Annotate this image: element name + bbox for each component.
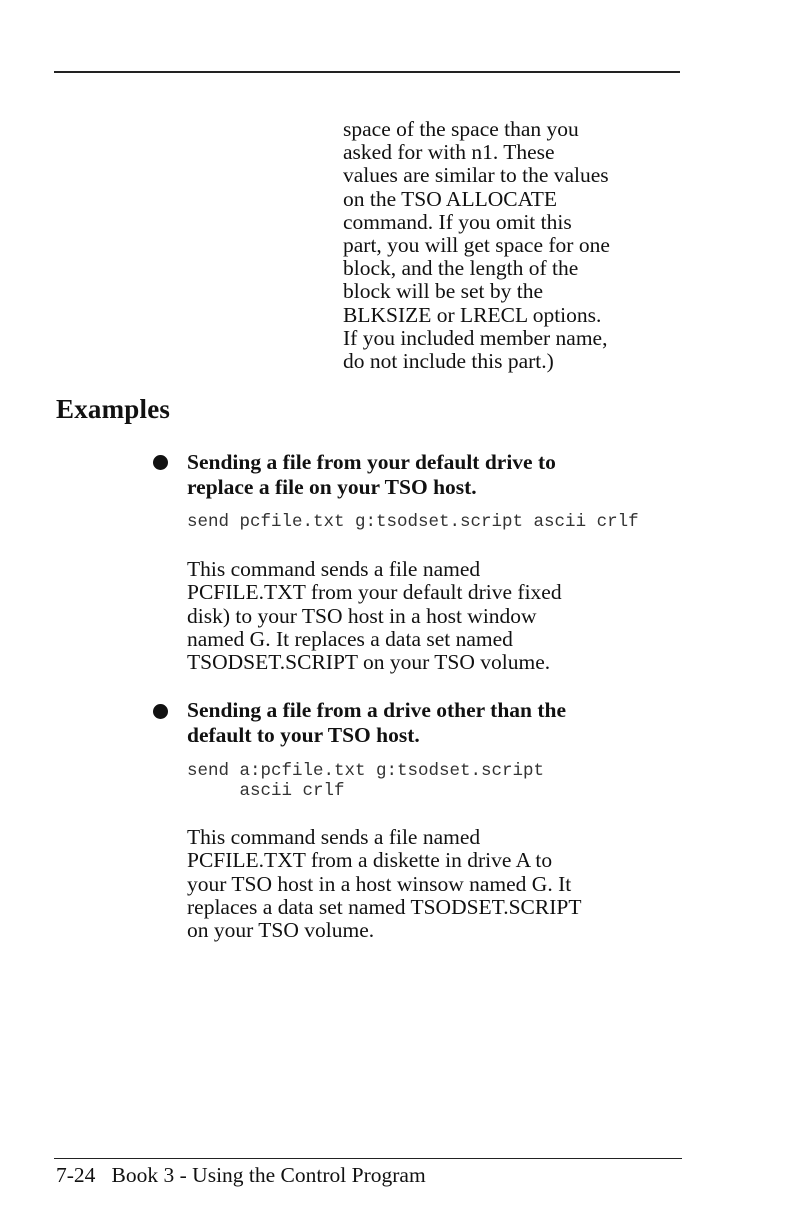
text-line: block, and the length of the [343,256,579,281]
example-2-description [187,826,582,942]
text-line: This command sends a file named [187,825,481,849]
example-2-heading [187,698,566,747]
example-2-code: send a:pcfile.txt g:tsodset.script ascii crlf [187,761,545,801]
text-line: This command sends a file named [187,557,481,581]
text-line: disk) to your TSO host in a host window [187,603,537,628]
text-line: your TSO host in a host winsow named G. It [187,871,572,896]
text-line: BLKSIZE or LRECL options. [343,302,602,327]
bottom-rule [54,1158,682,1159]
example-1-code: send pcfile.txt g:tsodset.script ascii crlf [187,512,639,532]
text-line: command. If you omit this [343,209,572,234]
text-line: asked for with n1. These [343,140,555,165]
example-1-description [187,558,562,674]
text-line: PCFILE.TXT from your default drive fixed [187,580,562,605]
text-line: on the TSO ALLOCATE [343,186,558,211]
heading-line: Sending a file from a drive other than the [187,698,567,722]
book-title: Book 3 - Using the Control Program [111,1163,426,1187]
page-number: 7-24 [56,1163,96,1187]
example-1-heading [187,450,556,499]
text-line: PCFILE.TXT from a diskette in drive A to [187,848,553,873]
text-line: block will be set by the [343,279,544,304]
top-rule [54,71,680,73]
text-line: space of the space than you [343,117,579,141]
text-line: do not include this part.) [343,349,554,374]
page-footer [56,1163,426,1188]
text-line: on your TSO volume. [187,918,375,943]
text-line: replaces a data set named TSODSET.SCRIPT [187,894,582,919]
examples-heading: Examples [56,394,171,424]
text-line: TSODSET.SCRIPT on your TSO volume. [187,650,551,675]
continuation-text [343,118,703,373]
text-line: If you included member name, [343,325,608,350]
heading-line: default to your TSO host. [187,722,420,747]
heading-line: Sending a file from your default drive to [187,450,556,474]
bullet-icon [153,704,168,719]
text-line: part, you will get space for one [343,233,610,258]
bullet-icon [153,455,168,470]
heading-line: replace a file on your TSO host. [187,474,477,499]
text-line: values are similar to the values [343,163,609,188]
text-line: named G. It replaces a data set named [187,626,513,651]
